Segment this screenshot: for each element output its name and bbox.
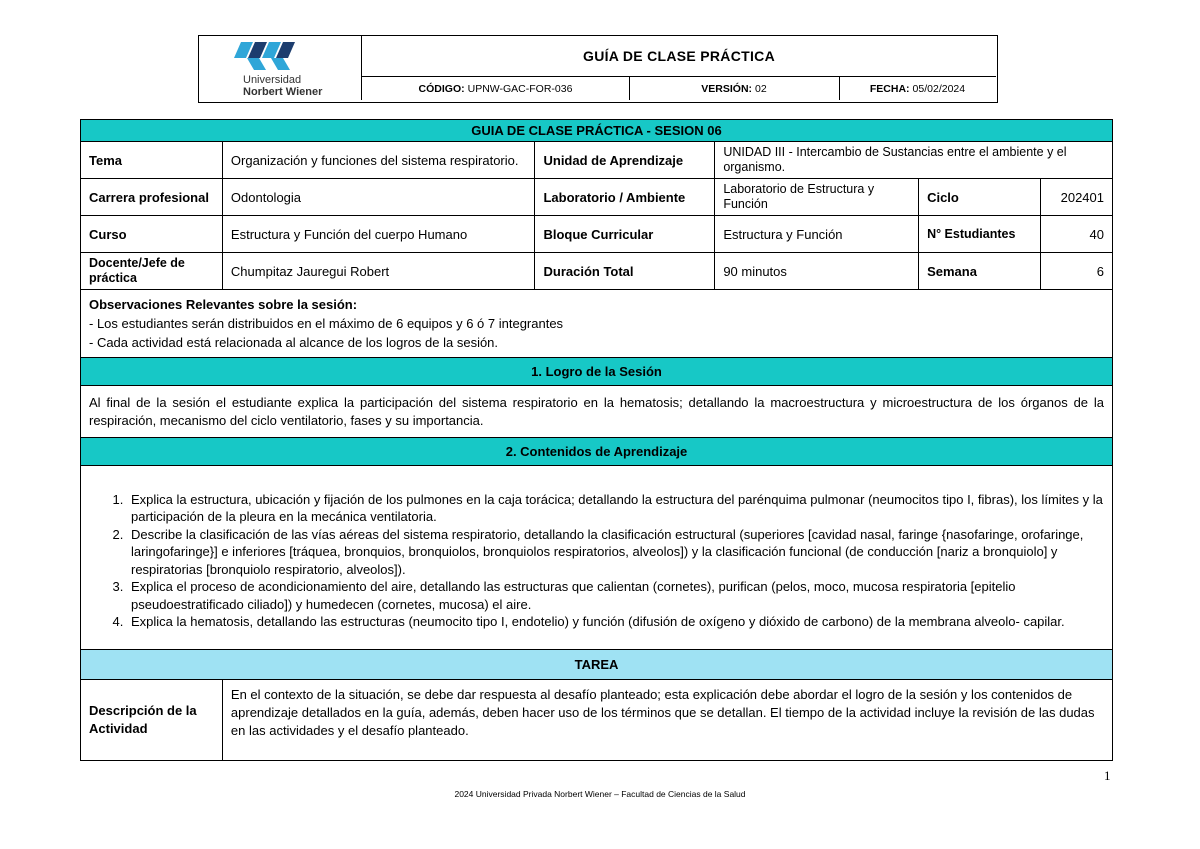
curso-label: Curso: [81, 216, 223, 253]
carrera-label: Carrera profesional: [81, 179, 223, 216]
contenidos-cell: [81, 466, 1113, 650]
version-cell: [629, 77, 840, 100]
observaciones-cell: [81, 290, 1113, 358]
document-header: [198, 35, 998, 103]
semana-label: Semana: [919, 253, 1041, 290]
logo-text-line2: Norbert Wiener: [243, 86, 323, 98]
codigo-label: CÓDIGO:: [418, 82, 465, 95]
version-label: VERSIÓN:: [701, 82, 753, 95]
curso-value: Estructura y Función del cuerpo Humano: [222, 216, 535, 253]
session-table: [80, 119, 1113, 761]
ciclo-label: Ciclo: [919, 179, 1041, 216]
version-value: 02: [755, 82, 767, 95]
contenido-item: 3. Explica el proceso de acondicionamiento del aire, detallando las estructuras que calientan (cornetes), purifican (pelos, moco, mucosa respiratoria [epitelio pseudoestratificado ciliado]) y humedecen (cornetes, mucosa) el aire.: [127, 578, 1104, 613]
observaciones-line-1: - Los estudiantes serán distribuidos en el máximo de 6 equipos y 6 ó 7 integrantes: [89, 316, 564, 331]
contenidos-list: [89, 491, 1104, 631]
semana-value: 6: [1040, 253, 1112, 290]
descripcion-label: Descripción de la Actividad: [81, 680, 223, 761]
observaciones-line-2: - Cada actividad está relacionada al alcance de los logros de la sesión.: [89, 335, 499, 350]
bloque-value: Estructura y Función: [715, 216, 919, 253]
session-heading: GUIA DE CLASE PRÁCTICA - SESION 06: [81, 120, 1113, 142]
page-footer: 2024 Universidad Privada Norbert Wiener – Facultad de Ciencias de la Salud: [454, 789, 746, 799]
fecha-label: FECHA:: [869, 82, 910, 95]
logro-text: Al final de la sesión el estudiante explica la participación del sistema respiratorio en la hematosis; detallando la macroestructura y microestructura de los órganos de la respiración, mecanismo del ciclo ventilatorio, fases y su importancia.: [81, 386, 1113, 438]
logo-text-line1: Universidad: [243, 74, 302, 86]
carrera-value: Odontologia: [222, 179, 535, 216]
codigo-cell: [362, 77, 630, 100]
contenido-item: 2. Describe la clasificación de las vías aéreas del sistema respiratorio, detallando la clasificación estructural (superiores [cavidad nasal, faringe {nasofaringe, orofaringe, laringofaringe}] e inferiores [tráquea, bronquios, bronquiolos, bronquiolos respiratorios, alveolos]) y la clasificación funcional (de conducción [nariz a bronquiolo] y respiratorias [bronquiolo respiratorio, alveolos]).: [127, 526, 1104, 579]
unidad-value: UNIDAD III - Intercambio de Sustancias entre el ambiente y el organismo.: [715, 142, 1113, 179]
university-logo: [199, 36, 362, 100]
docente-value: Chumpitaz Jauregui Robert: [222, 253, 535, 290]
unidad-label: Unidad de Aprendizaje: [535, 142, 715, 179]
codigo-value: UPNW-GAC-FOR-036: [467, 82, 573, 95]
tema-value: Organización y funciones del sistema respiratorio.: [222, 142, 535, 179]
observaciones-title: Observaciones Relevantes sobre la sesión:: [89, 297, 358, 312]
fecha-value: 05/02/2024: [912, 82, 966, 95]
descripcion-text: En el contexto de la situación, se debe dar respuesta al desafío planteado; esta explicación debe abordar el logro de la sesión y los contenidos de aprendizaje detallados en la guía, además, deben hacer uso de los términos que se detallan. El tiempo de la actividad incluye la revisión de las dudas en las actividades y el desafío planteado.: [222, 680, 1112, 761]
tarea-heading: TAREA: [81, 650, 1113, 680]
duracion-label: Duración Total: [535, 253, 715, 290]
contenido-item: 1. Explica la estructura, ubicación y fijación de los pulmones en la caja torácica; detallando la estructura del parénquima pulmonar (neumocitos tipo I, fibras), los límites y la participación de la pleura en la mecánica ventilatoria.: [127, 491, 1104, 526]
logro-heading: 1. Logro de la Sesión: [81, 358, 1113, 386]
tema-label: Tema: [81, 142, 223, 179]
estudiantes-value: 40: [1040, 216, 1112, 253]
contenido-item: 4. Explica la hematosis, detallando las estructuras (neumocito tipo I, endotelio) y función (difusión de oxígeno y dióxido de carbono) de la membrana alveolo- capilar.: [127, 613, 1104, 631]
document-title: GUÍA DE CLASE PRÁCTICA: [362, 36, 996, 77]
duracion-value: 90 minutos: [715, 253, 919, 290]
laboratorio-value: Laboratorio de Estructura y Función: [715, 179, 919, 216]
ciclo-value: 202401: [1040, 179, 1112, 216]
estudiantes-label: N° Estudiantes: [919, 216, 1041, 253]
page-number: 1: [1104, 768, 1111, 783]
docente-label: Docente/Jefe de práctica: [81, 253, 223, 290]
laboratorio-label: Laboratorio / Ambiente: [535, 179, 715, 216]
fecha-cell: [839, 77, 996, 100]
bloque-label: Bloque Curricular: [535, 216, 715, 253]
contenidos-heading: 2. Contenidos de Aprendizaje: [81, 438, 1113, 466]
